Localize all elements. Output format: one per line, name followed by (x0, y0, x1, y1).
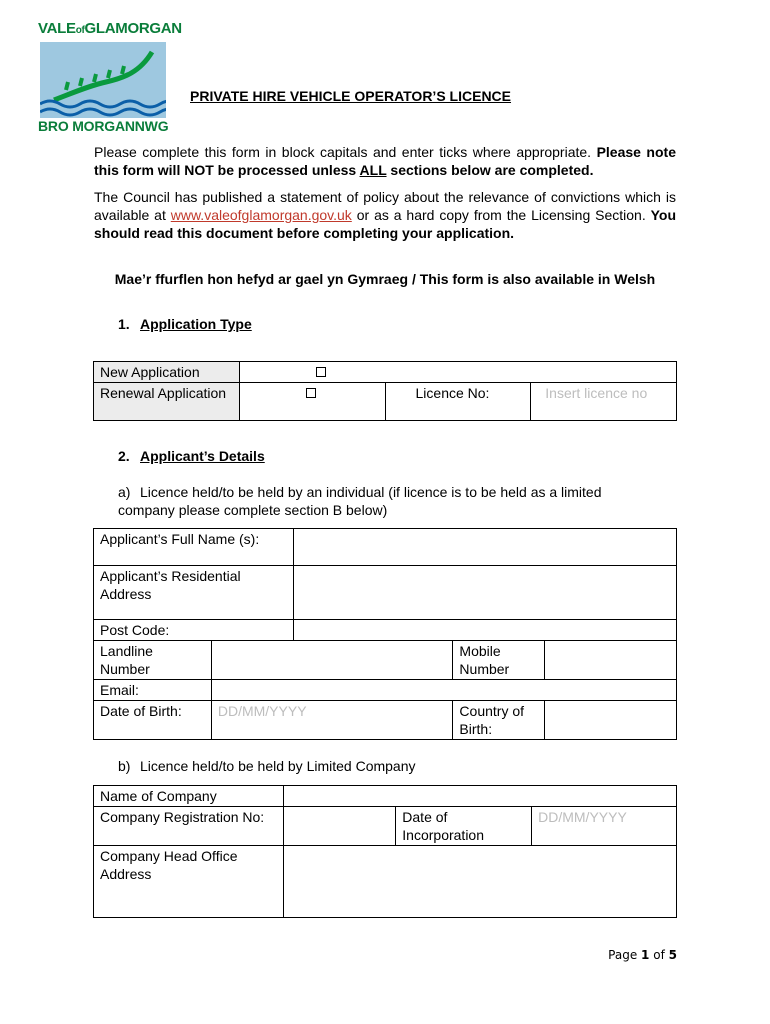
residential-address-input[interactable] (293, 566, 676, 620)
application-type-table (93, 361, 677, 421)
company-name-input[interactable] (283, 786, 676, 807)
mobile-input[interactable] (545, 641, 677, 680)
intro-paragraph-1: Please complete this form in block capitals and enter ticks where appropriate. Please note this form will NOT be processed unless ALL sections below are completed. (94, 144, 676, 178)
incorporation-date-input[interactable]: DD/MM/YYYY (532, 807, 677, 846)
council-logo (38, 20, 182, 136)
page-number: Page 1 of 5 (608, 948, 677, 962)
email-input[interactable] (211, 680, 676, 701)
renewal-application-checkbox[interactable] (306, 388, 316, 398)
renewal-application-cell (239, 383, 385, 421)
email-label: Email: (94, 680, 212, 701)
landline-input[interactable] (211, 641, 453, 680)
country-of-birth-label: Country of Birth: (453, 701, 545, 740)
logo-top-text: VALEofGLAMORGAN (38, 20, 182, 37)
form-title: PRIVATE HIRE VEHICLE OPERATOR’S LICENCE (190, 88, 512, 104)
company-reg-input[interactable] (283, 807, 396, 846)
country-of-birth-input[interactable] (545, 701, 677, 740)
logo-bottom-text: BRO MORGANNWG (38, 118, 169, 134)
new-application-checkbox[interactable] (316, 367, 326, 377)
head-office-label: Company Head Office Address (94, 846, 284, 918)
company-details-table (93, 785, 677, 918)
head-office-input[interactable] (283, 846, 676, 918)
logo-emblem-icon (40, 42, 166, 118)
dob-label: Date of Birth: (94, 701, 212, 740)
postcode-input[interactable] (293, 620, 676, 641)
postcode-label: Post Code: (94, 620, 294, 641)
landline-label: Landline Number (94, 641, 212, 680)
new-application-label: New Application (94, 362, 240, 383)
company-name-label: Name of Company (94, 786, 284, 807)
individual-details-table (93, 528, 677, 740)
new-application-cell (239, 362, 676, 383)
section-2-heading: 2. Applicant’s Details (118, 448, 265, 464)
section-2a-text: a) Licence held/to be held by an individual (if licence is to be held as a limited company please complete section B below) (118, 484, 602, 518)
licence-no-input[interactable]: Insert licence no (531, 383, 677, 421)
welsh-availability-note: Mae’r ffurflen hon hefyd ar gael yn Gymraeg / This form is also available in Welsh (114, 271, 656, 287)
company-reg-label: Company Registration No: (94, 807, 284, 846)
section-2b-text: b) Licence held/to be held by Limited Company (118, 758, 416, 774)
renewal-application-label: Renewal Application (94, 383, 240, 421)
licence-no-label: Licence No: (385, 383, 531, 421)
incorporation-date-label: Date of Incorporation (396, 807, 532, 846)
mobile-label: Mobile Number (453, 641, 545, 680)
council-website-link[interactable]: www.valeofglamorgan.gov.uk (170, 207, 352, 223)
dob-input[interactable]: DD/MM/YYYY (211, 701, 453, 740)
section-1-heading: 1. Application Type (118, 316, 252, 332)
full-name-label: Applicant’s Full Name (s): (94, 529, 294, 566)
full-name-input[interactable] (293, 529, 676, 566)
residential-address-label: Applicant’s Residential Address (94, 566, 294, 620)
intro-paragraph-2: The Council has published a statement of policy about the relevance of convictions which is available at www.valeofglamorgan.gov.uk or as a hard copy from the Licensing Section. You should read this document before completing your application. (94, 189, 677, 241)
